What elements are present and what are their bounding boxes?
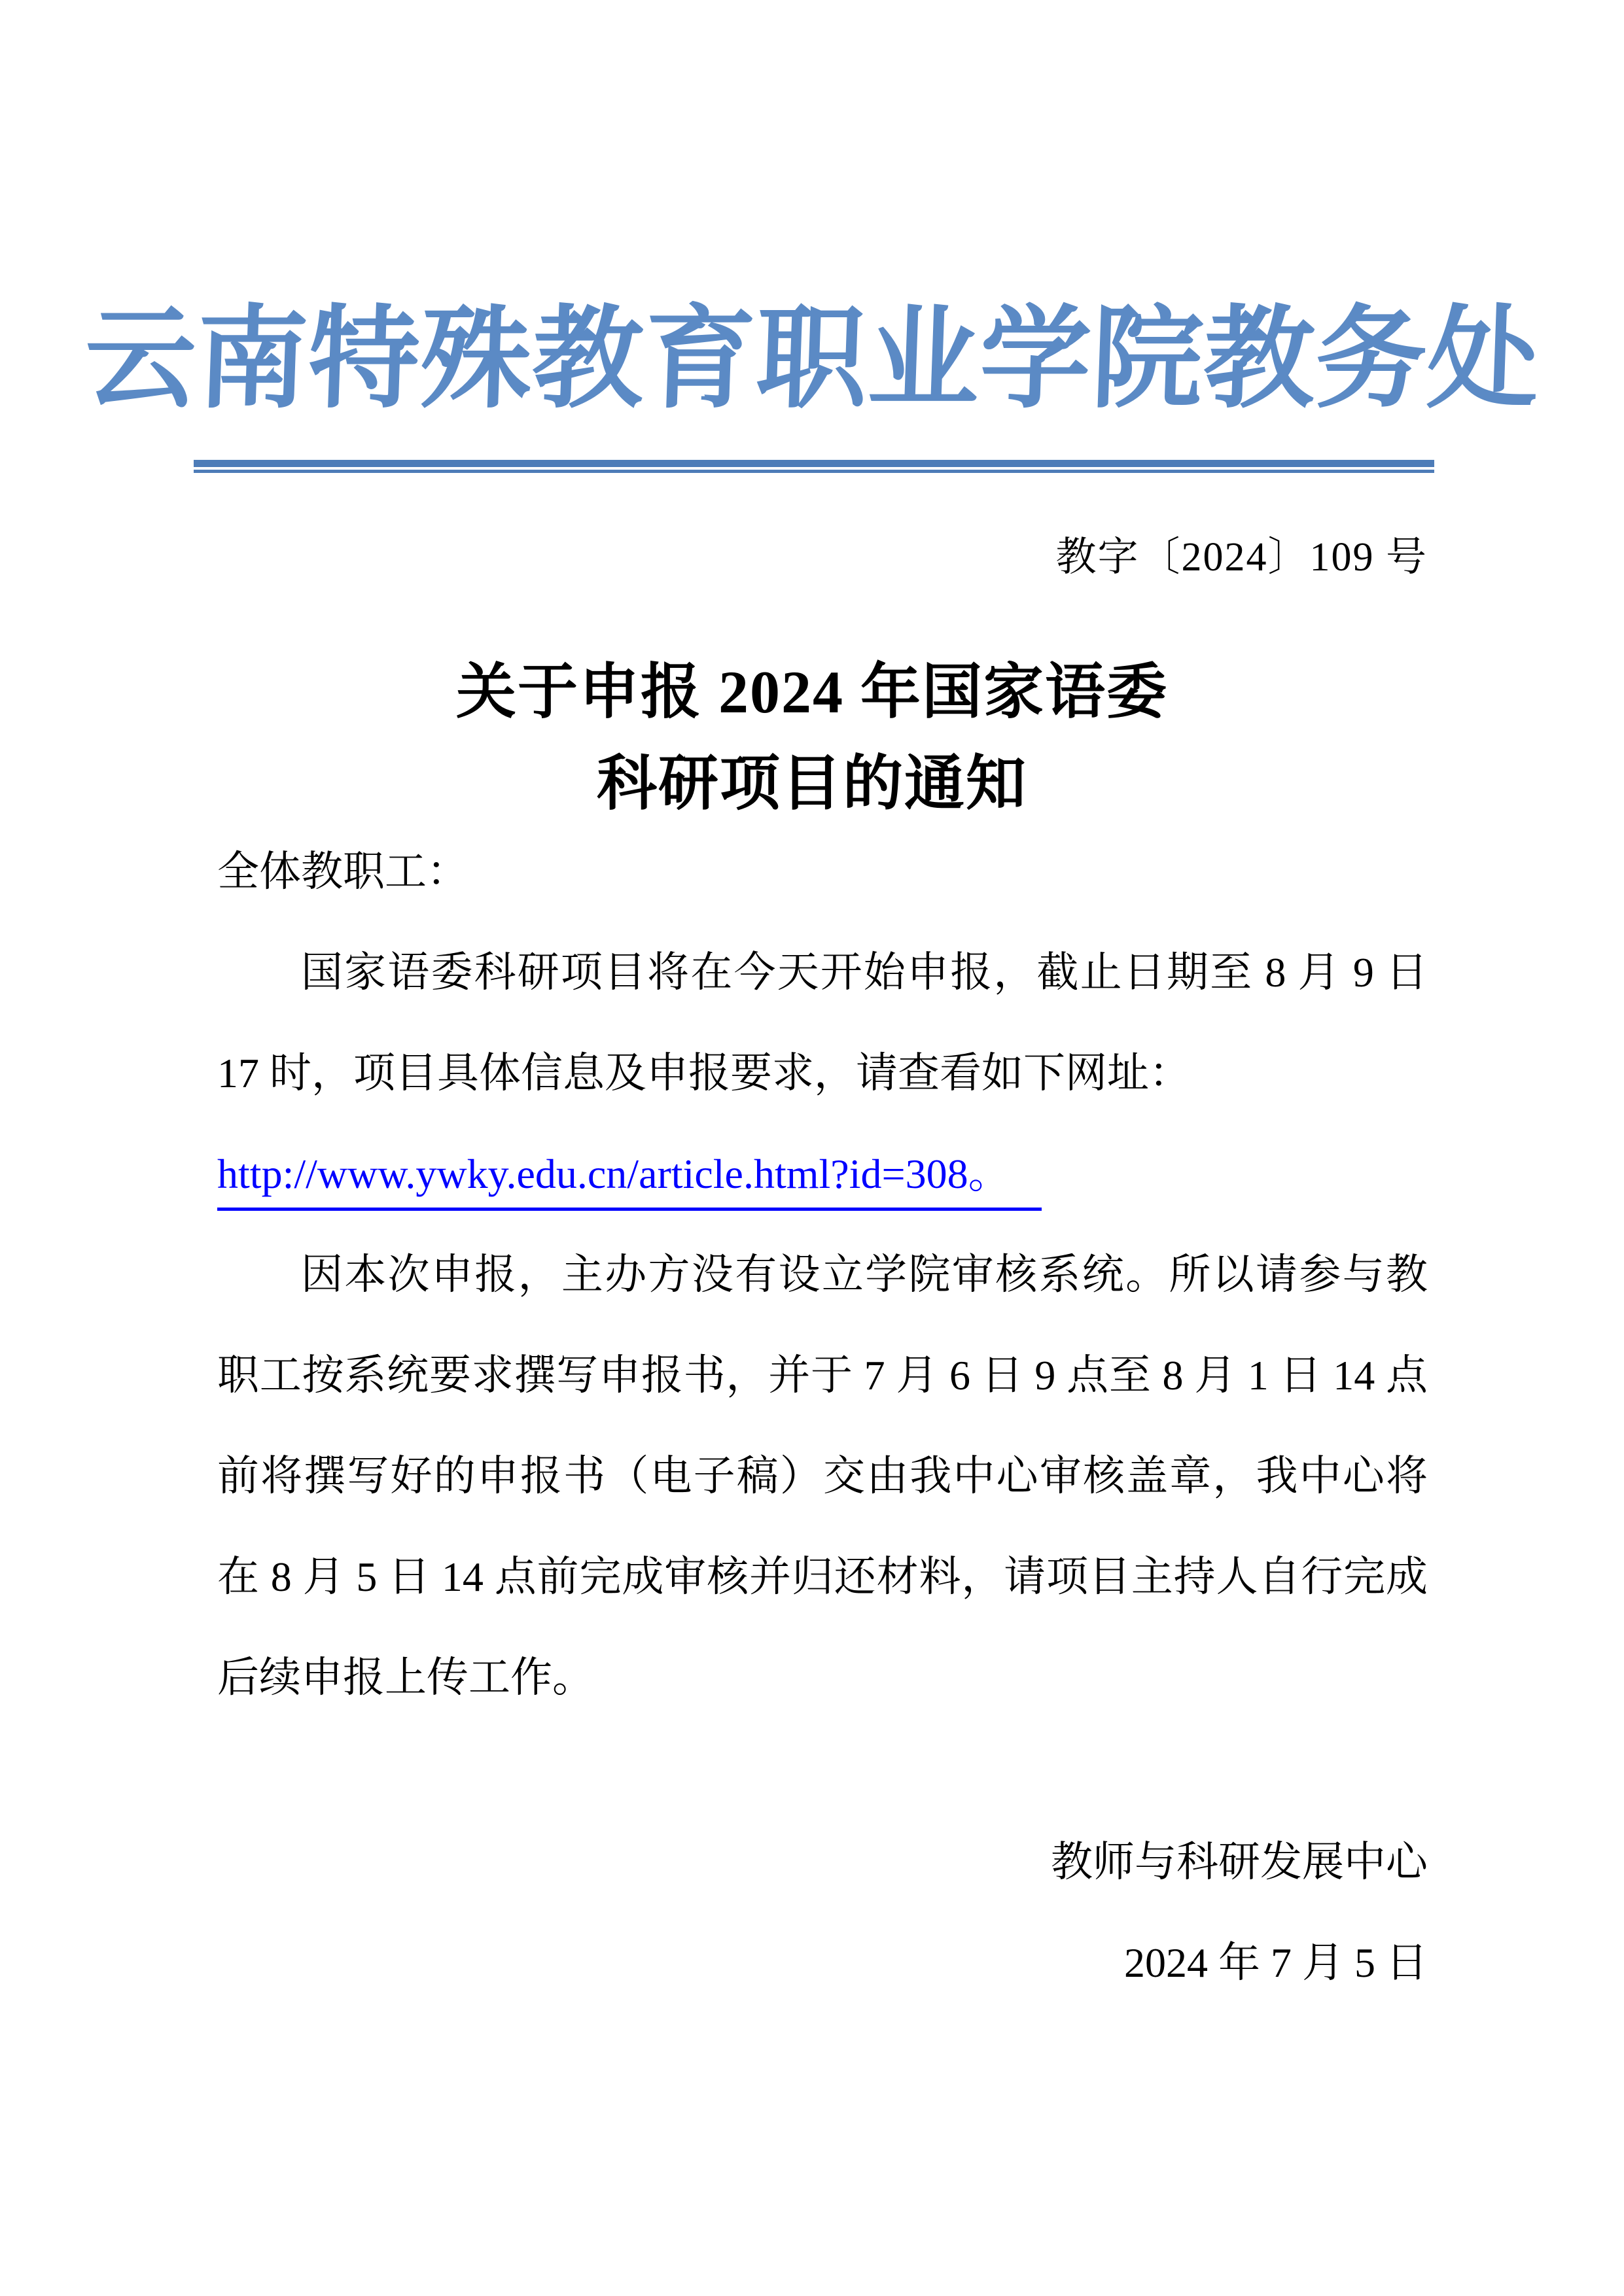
letterhead-rule-thin [194,470,1434,473]
letterhead-org-name: 云南特殊教育职业学院教务处 [82,298,1542,421]
notice-title-line2: 科研项目的通知 [596,750,1027,817]
letterhead-rule-thick [194,460,1434,467]
letterhead-divider [194,460,1434,473]
signature-department: 教师与科研发展中心 [1051,1839,1428,1885]
signature-date: 2024 年 7 月 5 日 [1124,1939,1428,1986]
link-line [217,1124,1428,1225]
notice-title-line1: 关于申报 2024 年国家语委 [455,659,1168,725]
salutation: 全体教职工： [217,848,468,895]
paragraph-2: 因本次申报，主办方没有设立学院审核系统。所以请参与教职工按系统要求撰写申报书，并于 7 月 6 日 9 点至 8 月 1 日 14 点前将撰写好的申报书（电子稿）交由我中心审核盖章，我中心将在 8 月 5 日 14 点前完成审核并归还材料，请项目主持人自行完成后续申报上传工作。 [217,1251,1428,1701]
doc-number: 教字〔2024〕109 号 [1055,535,1428,580]
notice-title [0,646,1624,829]
article-url-link[interactable]: http://www.ywky.edu.cn/article.html?id=308。 [217,1145,1042,1211]
signature-block [217,1812,1428,2013]
paragraph-1: 国家语委科研项目将在今天开始申报，截止日期至 8 月 9 日 17 时，项目具体信息及申报要求，请查看如下网址： [217,949,1428,1096]
notice-body [217,822,1428,2013]
